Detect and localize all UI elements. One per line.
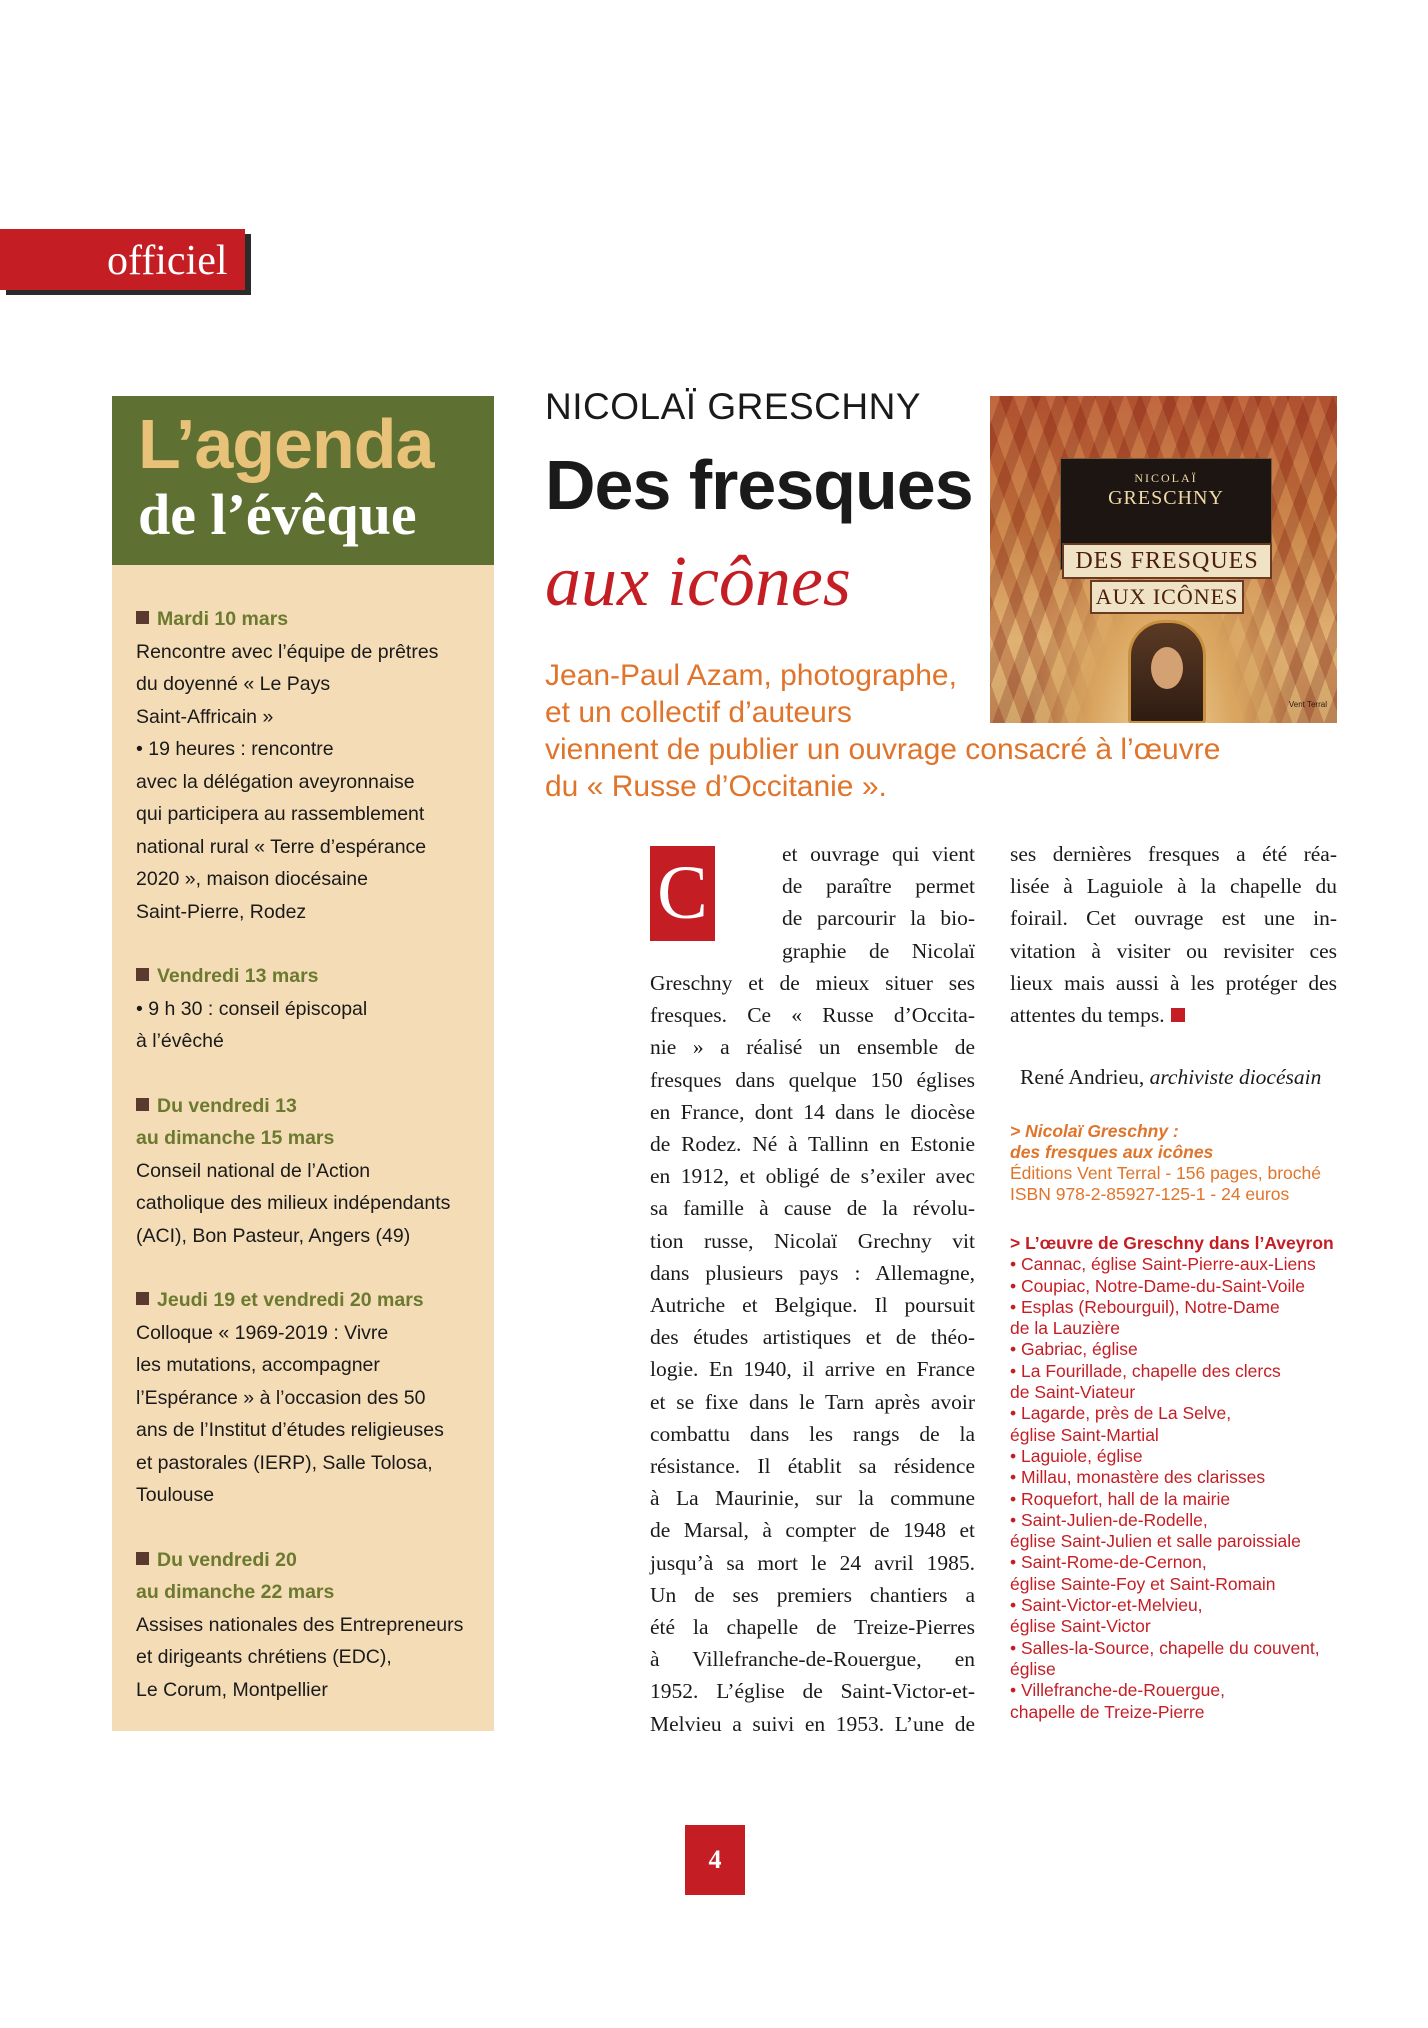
bullet-square-icon [136,611,149,624]
body-line: de Rodez. Né à Tallinn en Estonie [650,1132,975,1157]
agenda-detail: (ACI), Bon Pasteur, Angers (49) [136,1224,411,1247]
body-line: Greschny et de mieux situer ses [650,971,975,995]
body-line: Melvieu a suivi en 1953. L’une de [650,1711,975,1736]
body-line: de paraître permet [782,874,975,899]
body-line: Un de ses premiers chantiers a [650,1582,975,1607]
signature-role: archiviste diocésain [1149,1065,1322,1089]
cover-icon-face [1151,647,1183,689]
works-list-item [1010,1489,1334,1510]
agenda-detail: avec la délégation aveyronnaise [136,770,415,793]
page-number: 4 [685,1825,745,1895]
works-list-line: • Saint-Victor-et-Melvieu, [1010,1595,1203,1616]
agenda-date-text: Du vendredi 13 [157,1094,297,1117]
agenda-date [136,960,481,993]
book-reference-title: > Nicolaï Greschny : [1010,1121,1179,1141]
body-line-text: attentes du temps. [1010,1003,1165,1028]
greschny-works-list [1010,1233,1334,1723]
article-headline-italic: aux icônes [545,541,851,621]
agenda-detail: à l’évêché [136,1030,224,1052]
agenda-date [136,1090,481,1123]
body-line: vitation à visiter ou revisiter ces [1010,938,1337,963]
body-line: graphie de Nicolaï [782,938,975,963]
cover-title-line2: AUX ICÔNES [1090,580,1244,614]
agenda-detail: l’Espérance » à l’occasion des 50 [136,1386,426,1409]
bullet-square-icon [136,1552,149,1565]
works-list-item [1010,1510,1334,1553]
body-line: fresques. Ce « Russe d’Occita- [650,1003,975,1028]
body-line: combattu dans les rangs de la [650,1421,975,1446]
works-list-line: • Saint-Rome-de-Cernon, [1010,1552,1207,1573]
bullet-square-icon [136,968,149,981]
agenda-detail: Colloque « 1969-2019 : Vivre [136,1321,389,1344]
works-list-line: • Coupiac, Notre-Dame-du-Saint-Voile [1010,1275,1306,1296]
works-list-item [1010,1467,1334,1488]
section-label: officiel [107,238,228,284]
body-line: fresques dans quelque 150 églises [650,1067,975,1092]
body-line: en France, dont 14 dans le diocèse [650,1099,975,1124]
agenda-detail: 2020 », maison diocésaine [136,868,368,890]
agenda-detail: Assises nationales des Entrepreneurs [136,1613,464,1636]
agenda-title: L’agenda [138,405,434,483]
body-line: foirail. Cet ouvrage est une in- [1010,906,1337,931]
body-line: jusqu’à sa mort le 24 avril 1985. [650,1550,975,1575]
lede-line: viennent de publier un ouvrage consacré à l’œuvre [545,733,1221,766]
agenda-date [136,1122,481,1155]
works-list-line: • Laguiole, église [1010,1445,1143,1466]
body-line: à Villefranche-de-Rouergue, en [650,1647,975,1672]
agenda-detail: les mutations, accompagner [136,1354,380,1376]
body-line-last [1010,999,1337,1031]
body-line: des études artistiques et de théo- [650,1325,975,1350]
body-line: lisée à Laguiole à la chapelle du [1010,874,1337,899]
agenda-detail: Le Corum, Montpellier [136,1678,328,1701]
agenda-detail: et pastorales (IERP), Salle Tolosa, [136,1451,433,1474]
lede-line: et un collectif d’auteurs [545,696,852,729]
works-list-item [1010,1276,1334,1297]
works-list-line: • Villefranche-de-Rouergue, [1010,1680,1225,1701]
works-list-line: • La Fourillade, chapelle des clercs [1010,1360,1281,1381]
works-list-line: • Cannac, église Saint-Pierre-aux-Liens [1010,1254,1316,1275]
bullet-square-icon [136,1098,149,1111]
body-line: Autriche et Belgique. Il poursuit [650,1293,975,1318]
cover-title-line1: DES FRESQUES [1062,543,1272,579]
agenda-detail: qui participera au rassemblement [136,803,425,825]
body-line: à La Maurinie, sur la commune [650,1486,975,1511]
body-line: 1952. L’église de Saint-Victor-et- [650,1679,975,1704]
agenda-detail: Saint-Pierre, Rodez [136,900,307,923]
works-list-line: • Lagarde, près de La Selve, [1010,1403,1232,1424]
agenda-list [136,603,481,1738]
works-list-item [1010,1638,1334,1681]
works-list-line: • Salles-la-Source, chapelle du couvent, [1010,1637,1320,1658]
works-list-item [1010,1254,1334,1275]
lede-line: du « Russe d’Occitanie ». [545,770,887,803]
agenda-date [136,603,481,636]
drop-cap: C [650,846,715,941]
bullet-square-icon [136,1292,149,1305]
works-list-item [1010,1403,1334,1446]
agenda-date [136,1576,481,1609]
works-list-line: • Esplas (Rebourguil), Notre-Dame [1010,1296,1280,1317]
section-tab [0,229,245,290]
cover-icon-painting [1128,620,1206,723]
body-line: de Marsal, à compter de 1948 et [650,1518,975,1543]
works-list-line: église Saint-Julien et salle paroissiale [1010,1531,1301,1552]
agenda-subtitle: de l’évêque [138,482,417,547]
works-list-line: de Saint-Viateur [1010,1382,1136,1403]
works-list-item [1010,1552,1334,1595]
body-line: de parcourir la bio- [782,906,975,931]
body-line: et ouvrage qui vient [782,842,975,866]
agenda-date-text: Mardi 10 mars [157,608,289,630]
book-reference-publisher: Éditions Vent Terral - 156 pages, broché [1010,1163,1321,1183]
agenda-detail: • 19 heures : rencontre [136,738,334,760]
body-line: dans plusieurs pays : Allemagne, [650,1260,975,1285]
agenda-detail: Conseil national de l’Action [136,1159,371,1182]
cover-publisher: Vent Terral [1288,700,1327,709]
works-list-line: • Saint-Julien-de-Rodelle, [1010,1509,1208,1530]
agenda-detail: • 9 h 30 : conseil épiscopal [136,997,368,1020]
works-list-item [1010,1446,1334,1467]
agenda-detail: Saint-Affricain » [136,705,274,728]
body-line: et se fixe dans le Tarn après avoir [650,1389,975,1414]
agenda-detail: ans de l’Institut d’études religieuses [136,1419,444,1441]
book-reference-subtitle: des fresques aux icônes [1010,1142,1214,1162]
agenda-detail: catholique des milieux indépendants [136,1192,451,1214]
agenda-date-text: Vendredi 13 mars [157,965,319,987]
article-headline: Des fresques [545,446,973,524]
agenda-date-text: Du vendredi 20 [157,1548,297,1571]
works-list-line: église Saint-Victor [1010,1616,1151,1637]
agenda-item [136,1284,481,1512]
agenda-detail: Rencontre avec l’équipe de prêtres [136,640,439,663]
body-line: en 1912, et obligé de s’exiler avec [650,1164,975,1189]
works-list-line: • Gabriac, église [1010,1339,1138,1360]
agenda-sidebar [112,396,494,1731]
agenda-date-text: Jeudi 19 et vendredi 20 mars [157,1289,424,1311]
cover-author-last: GRESCHNY [1108,487,1224,509]
body-line: ses dernières fresques a été réa- [1010,842,1337,866]
article-column1-intro [782,838,975,967]
lede-line: Jean-Paul Azam, photographe, [545,659,957,692]
agenda-detail: Toulouse [136,1484,215,1506]
agenda-date [136,1284,481,1317]
body-line: été la chapelle de Treize-Pierres [650,1615,975,1640]
works-list-line: • Millau, monastère des clarisses [1010,1467,1266,1488]
body-line: logie. En 1940, il arrive en France [650,1357,975,1382]
cover-author-first: NICOLAÏ [1134,471,1198,485]
agenda-detail: et dirigeants chrétiens (EDC), [136,1646,392,1668]
end-mark-icon [1171,1008,1185,1022]
works-list-line: église Sainte-Foy et Saint-Romain [1010,1573,1276,1594]
agenda-item [136,1090,481,1253]
article-column2 [1010,838,1337,1031]
book-cover-image [990,396,1337,723]
works-list-item [1010,1680,1334,1723]
agenda-date-text: au dimanche 15 mars [136,1127,335,1149]
agenda-item [136,603,481,928]
works-list-item [1010,1595,1334,1638]
article-kicker: NICOLAÏ GRESCHNY [545,386,922,427]
body-line: nie » a réalisé un ensemble de [650,1035,975,1060]
works-list-line: • Roquefort, hall de la mairie [1010,1488,1231,1509]
body-line: sa famille à cause de la révolu- [650,1196,975,1221]
works-list-line: église [1010,1658,1056,1679]
agenda-item [136,960,481,1058]
agenda-detail: du doyenné « Le Pays [136,673,331,695]
works-list-item [1010,1361,1334,1404]
signature-name: René Andrieu, [1020,1065,1145,1089]
works-list-line: chapelle de Treize-Pierre [1010,1701,1205,1722]
agenda-item [136,1544,481,1707]
book-reference-isbn: ISBN 978-2-85927-125-1 - 24 euros [1010,1184,1290,1204]
article-signature [1020,1065,1321,1090]
agenda-date [136,1544,481,1577]
agenda-date-text: au dimanche 22 mars [136,1581,335,1603]
book-reference [1010,1121,1321,1205]
body-line: tion russe, Nicolaï Grechny vit [650,1228,975,1253]
works-list-line: de la Lauzière [1010,1318,1120,1339]
agenda-detail: national rural « Terre d’espérance [136,835,427,858]
body-line: lieux mais aussi à les protéger des [1010,970,1337,995]
agenda-header [112,396,494,565]
works-list-heading: > L’œuvre de Greschny dans l’Aveyron [1010,1233,1334,1253]
works-list-item [1010,1297,1334,1340]
works-list-line: église Saint-Martial [1010,1424,1159,1445]
body-line: résistance. Il établit sa résidence [650,1454,975,1479]
article-column1 [650,967,975,1740]
works-list-item [1010,1339,1334,1360]
